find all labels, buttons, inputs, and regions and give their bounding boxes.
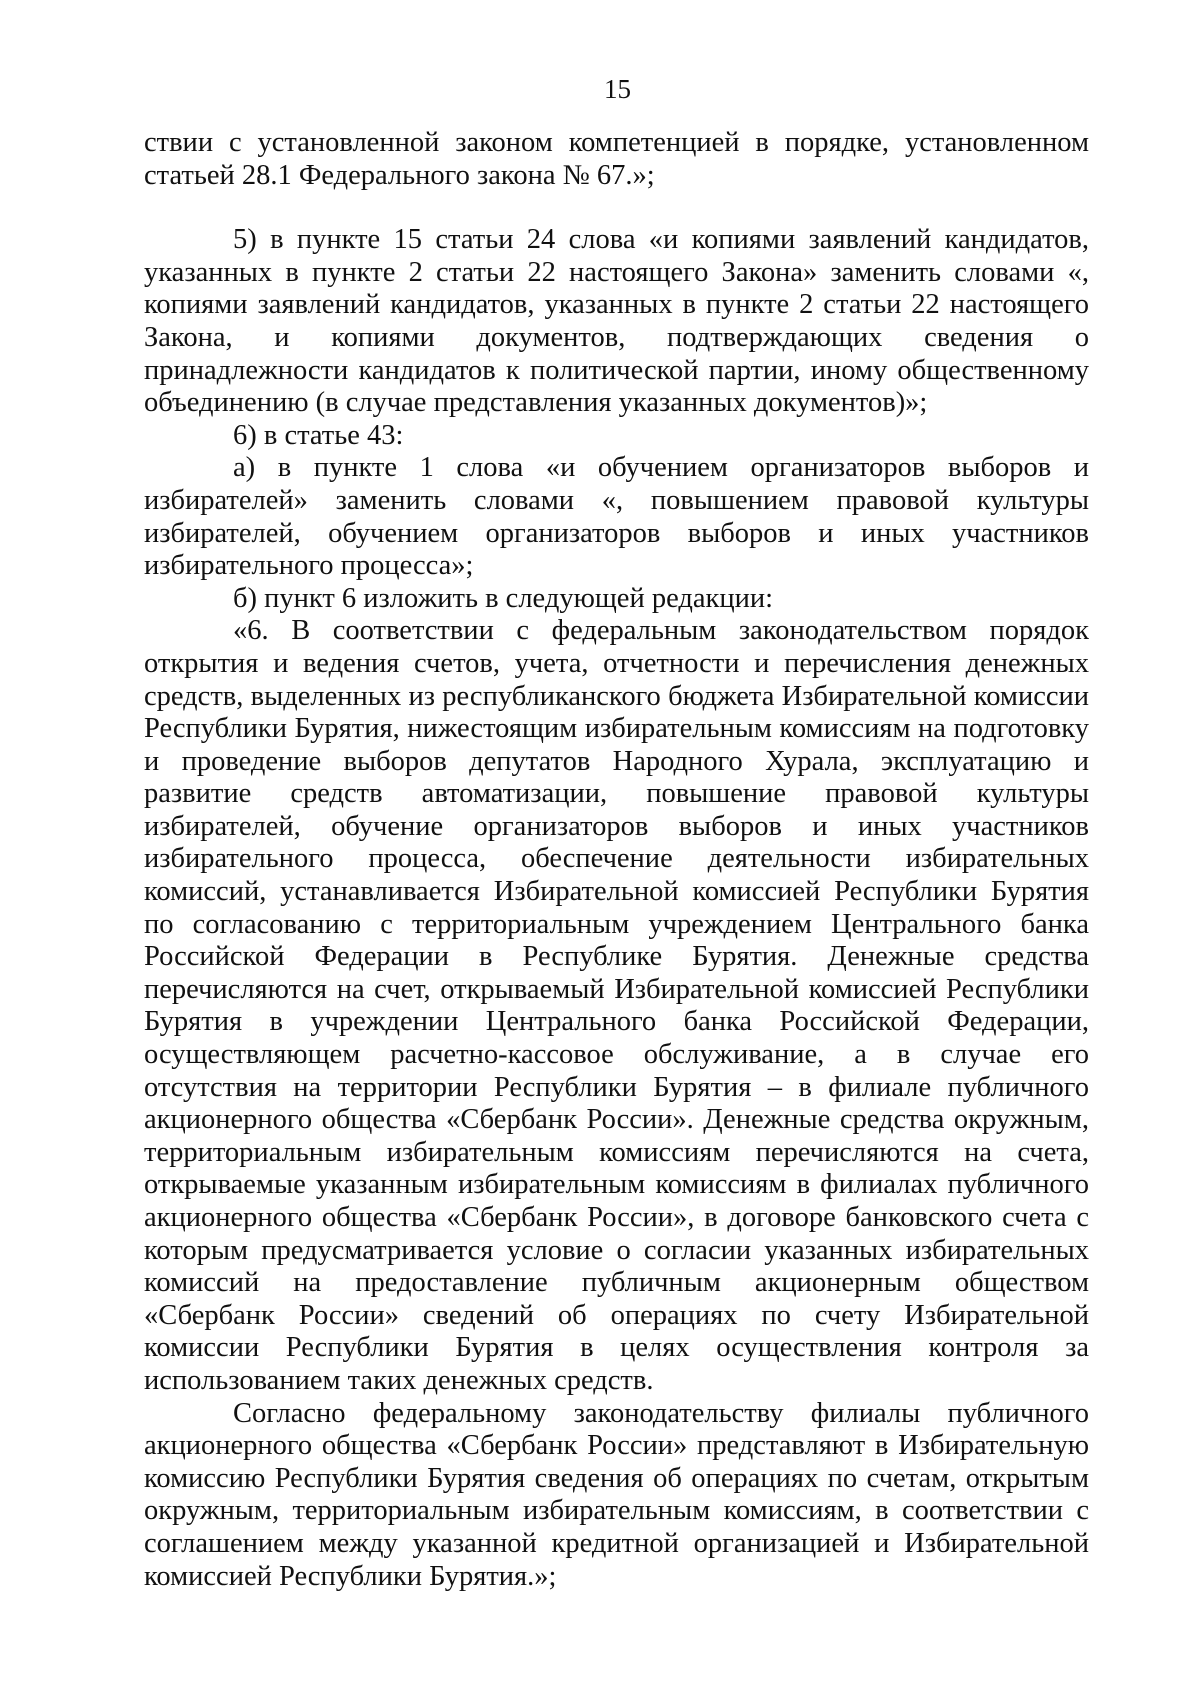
paragraph-subitem-b: б) пункт 6 изложить в следующей редакции:	[233, 582, 774, 614]
paragraph-item-6: 6) в статье 43:	[233, 419, 404, 451]
paragraph-continuation: ствии с установленной законом компетенцией в порядке, установленном статьей 28.1 Федерального закона № 67.»;	[144, 127, 1089, 191]
paragraph-clause-6: «6. В соответствии с федеральным законодательством порядок открытия и ведения счетов, учета, отчетности и перечисления денежных средств, выделенных из республиканского бюджета Избирательной комиссии Республики Бурятия, нижестоящим избирательным комиссиям на подготовку и проведение выборов депутатов Народного Хурала, эксплуатацию и развитие средств автоматизации, повышение правовой культуры избирателей, обучение организаторов выборов и иных участников избирательного процесса, обеспечение деятельности избирательных комиссий, устанавливается Избирательной комиссией Республики Бурятия по согласованию с территориальным учреждением Центрального банка Российской Федерации в Республике Бурятия. Денежные средства перечисляются на счет, открываемый Избирательной комиссией Республики Бурятия в учреждении Центрального банка Российской Федерации, осуществляющем расчетно-кассовое обслуживание, а в случае его отсутствия на территории Республики Бурятия – в филиале публичного акционерного общества «Сбербанк России». Денежные средства окружным, территориальным избирательным комиссиям перечисляются на счета, открываемые указанным избирательным комиссиям в филиалах публичного акционерного общества «Сбербанк России», в договоре банковского счета с которым предусматривается условие о согласии указанных избирательных комиссий на предоставление публичным акционерным обществом «Сбербанк России» сведений об операциях по счету Избирательной комиссии Республики Бурятия в целях осуществления контроля за использованием таких денежных средств.	[144, 615, 1089, 1396]
paragraph-subitem-a: а) в пункте 1 слова «и обучением организаторов выборов и избирателей» заменить словами «, повышением правовой культуры избирателей, обучением организаторов выборов и иных участников избирательного процесса»;	[144, 452, 1089, 582]
paragraph-item-5: 5) в пункте 15 статьи 24 слова «и копиями заявлений кандидатов, указанных в пункте 2 статьи 22 настоящего Закона» заменить словами «, копиями заявлений кандидатов, указанных в пункте 2 статьи 22 настоящего Закона, и копиями документов, подтверждающих сведения о принадлежности кандидатов к политической партии, иному общественному объединению (в случае представления указанных документов)»;	[144, 224, 1089, 419]
document-body	[144, 127, 1089, 1593]
paragraph-clause-6-continued: Согласно федеральному законодательству филиалы публичного акционерного общества «Сбербанк России» представляют в Избирательную комиссию Республики Бурятия сведения об операциях по счетам, открытым окружным, территориальным избирательным комиссиям, в соответствии с соглашением между указанной кредитной организацией и Избирательной комиссией Республики Бурятия.»;	[144, 1397, 1089, 1592]
page-number: 15	[604, 74, 631, 104]
